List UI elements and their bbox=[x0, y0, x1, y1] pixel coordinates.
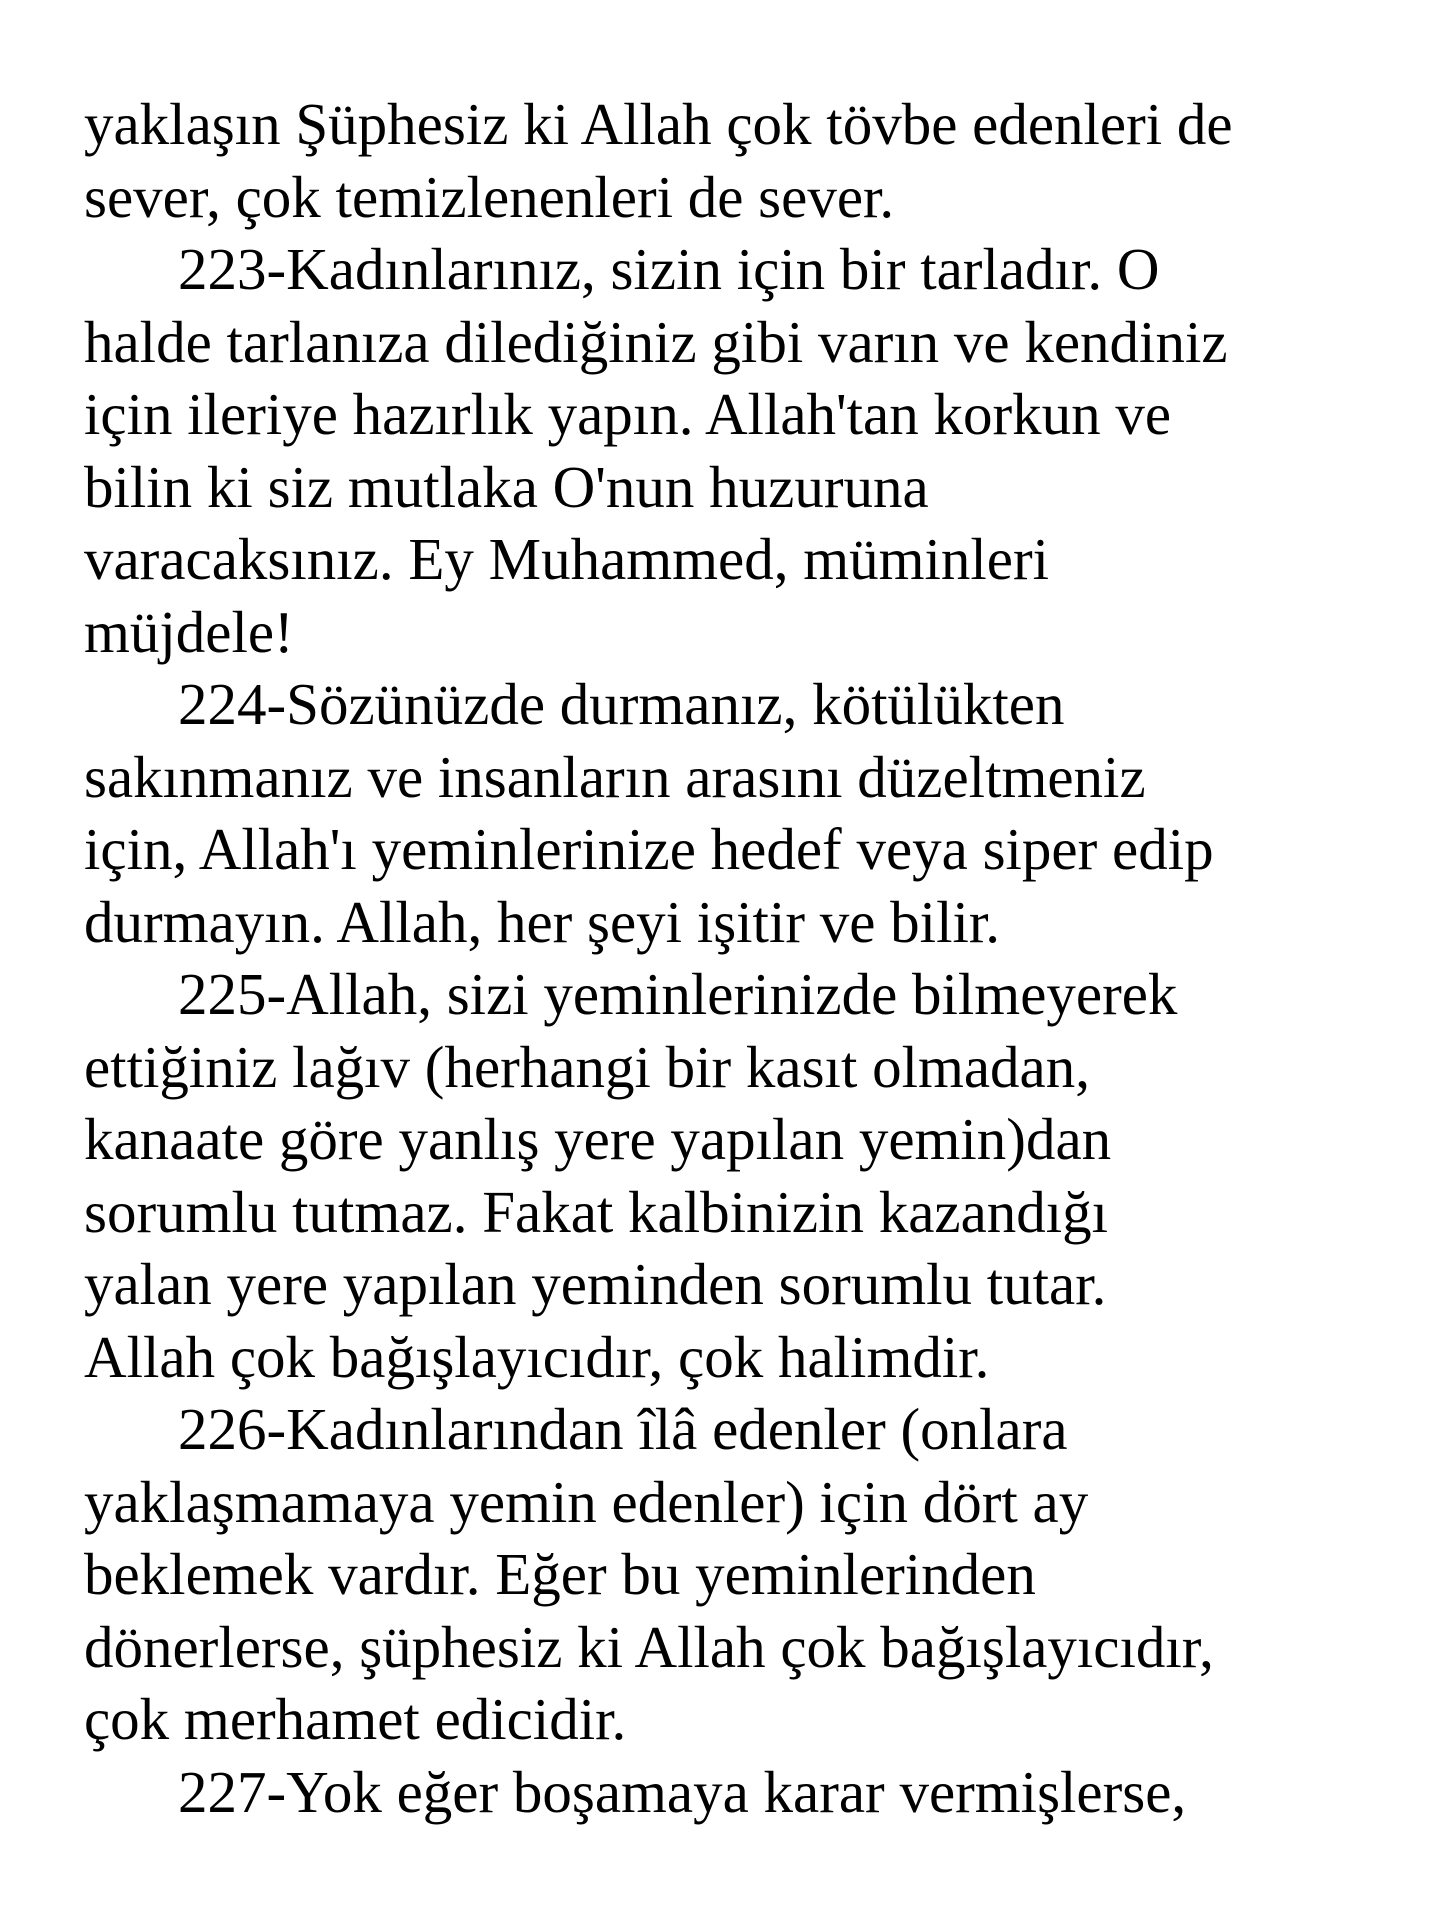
verse-225-start: 225-Allah, sizi yeminlerinizde bilmeyerek bbox=[178, 961, 1178, 1027]
verse-226-start: 226-Kadınlarından îlâ edenler (onlara bbox=[178, 1396, 1068, 1462]
text-line: Allah çok bağışlayıcıdır, çok halimdir. bbox=[84, 1323, 990, 1390]
text-line: müjdele! bbox=[84, 598, 294, 665]
verse-223-start: 223-Kadınlarınız, sizin için bir tarladır. O bbox=[178, 236, 1160, 302]
text-line: yaklaşın Şüphesiz ki Allah çok tövbe edenleri de bbox=[84, 91, 1233, 157]
text-line: ettiğiniz lağıv (herhangi bir kasıt olmadan, bbox=[84, 1033, 1090, 1100]
text-line: kanaate göre yanlış yere yapılan yemin)dan bbox=[84, 1106, 1112, 1172]
text-line: çok merhamet edicidir. bbox=[84, 1686, 627, 1752]
text-line: beklemek vardır. Eğer bu yeminlerinden bbox=[84, 1541, 1036, 1607]
text-line: bilin ki siz mutlaka O'nun huzuruna bbox=[84, 453, 929, 520]
text-line: yaklaşmamaya yemin edenler) için dört ay bbox=[84, 1468, 1089, 1535]
verse-227-start: 227-Yok eğer boşamaya karar vermişlerse, bbox=[178, 1758, 1187, 1825]
text-line: için, Allah'ı yeminlerinize hedef veya siper edip bbox=[84, 816, 1214, 882]
text-line: sorumlu tutmaz. Fakat kalbinizin kazandığı bbox=[84, 1178, 1109, 1245]
text-line: halde tarlanıza dilediğiniz gibi varın ve kendiniz bbox=[84, 308, 1228, 375]
text-line: yalan yere yapılan yeminden sorumlu tutar. bbox=[84, 1251, 1107, 1317]
text-line: varacaksınız. Ey Muhammed, müminleri bbox=[84, 526, 1050, 592]
text-line: dönerlerse, şüphesiz ki Allah çok bağışlayıcıdır, bbox=[84, 1613, 1214, 1680]
verse-224-start: 224-Sözünüzde durmanız, kötülükten bbox=[178, 671, 1065, 737]
text-line: için ileriye hazırlık yapın. Allah'tan korkun ve bbox=[84, 381, 1172, 447]
document-body bbox=[84, 88, 1384, 1828]
text-line: sakınmanız ve insanların arasını düzeltmeniz bbox=[84, 743, 1146, 810]
text-line: sever, çok temizlenenleri de sever. bbox=[84, 163, 895, 230]
text-line: durmayın. Allah, her şeyi işitir ve bilir. bbox=[84, 888, 1000, 955]
